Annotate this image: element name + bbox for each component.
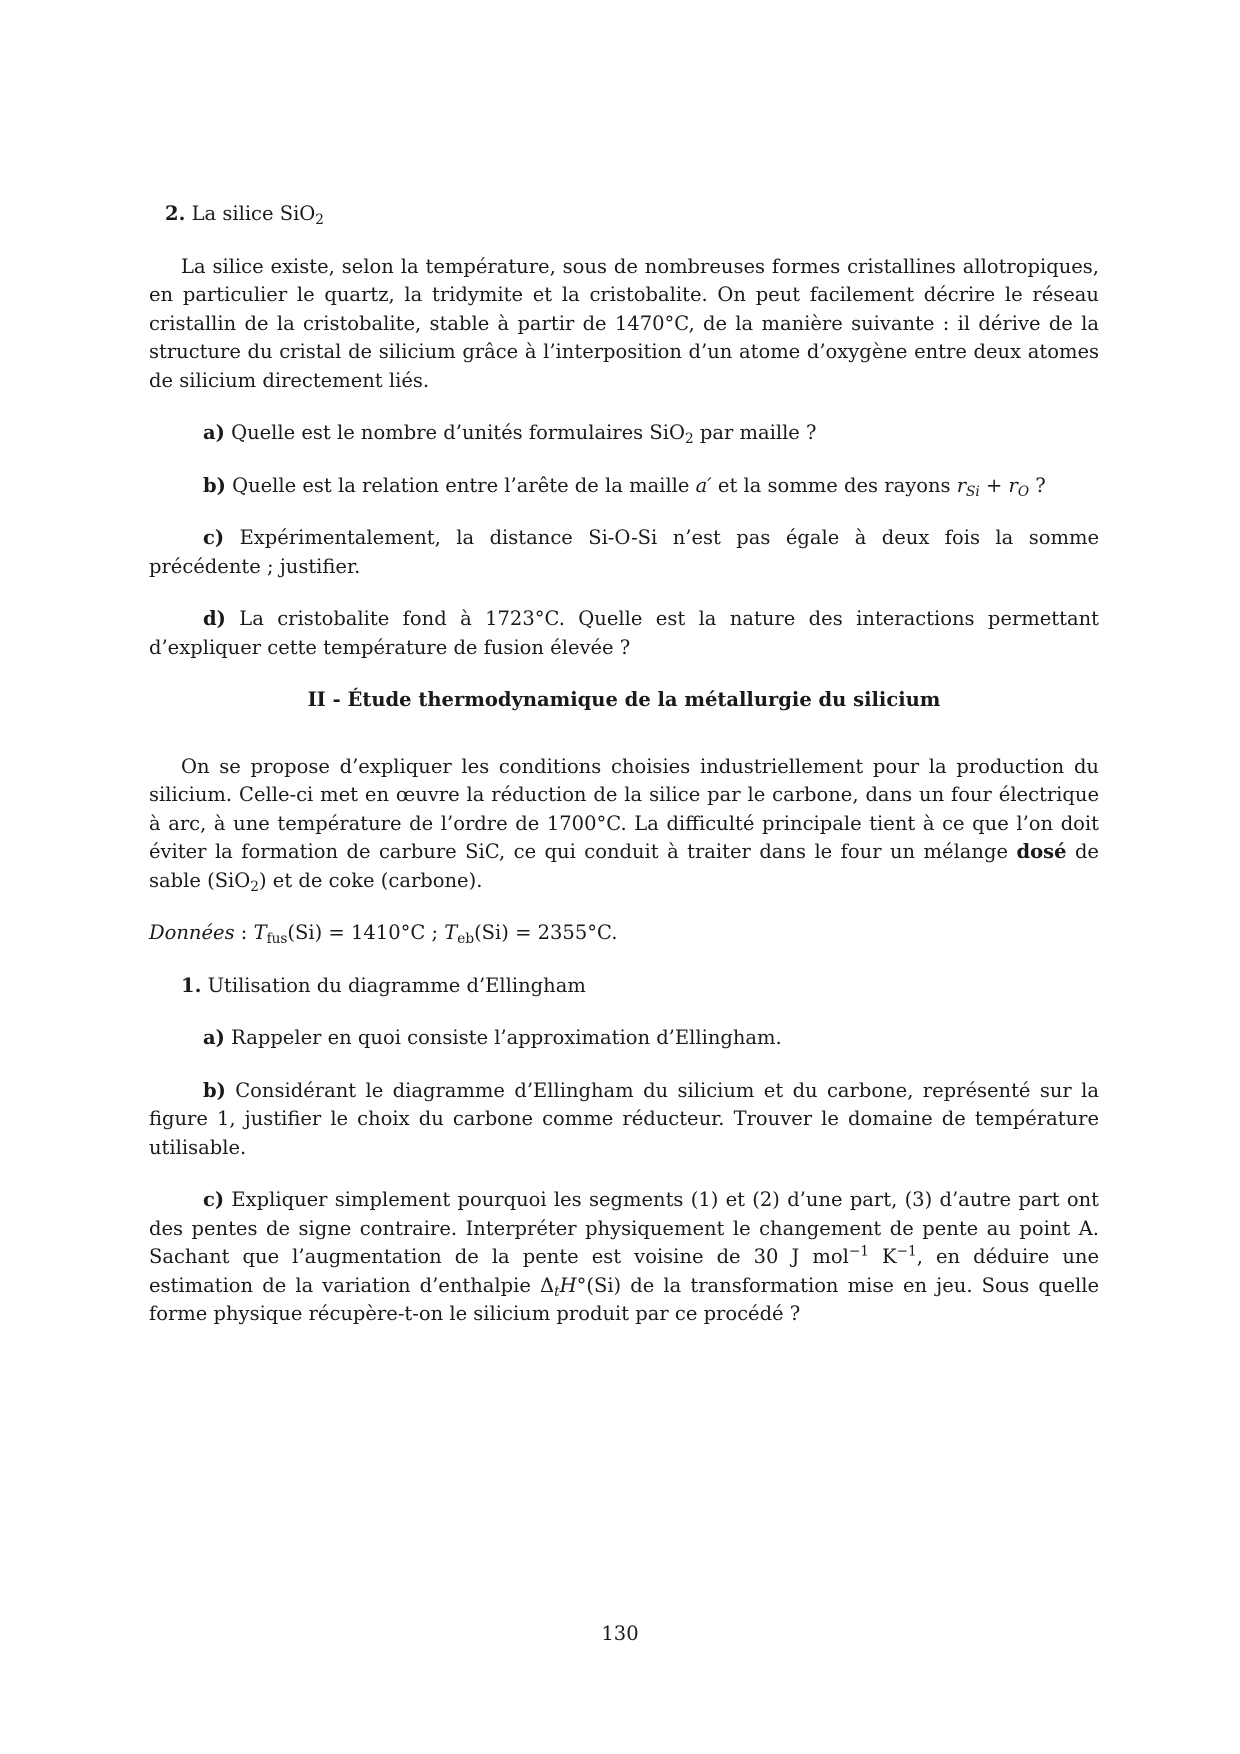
question-text-end: ?	[1029, 473, 1046, 497]
part-ii-title: II - Étude thermodynamique de la métallurgie du silicium	[307, 688, 941, 711]
intro-text-end: ) et de coke (carbone).	[258, 868, 483, 892]
question-text: Rappeler en quoi consiste l’approximation d’Ellingham.	[231, 1026, 782, 1049]
question-text-mid: , en déduire une estimation de la variation d’enthalpie Δ	[149, 1245, 1099, 1297]
math-h: H	[559, 1273, 577, 1297]
intro-text: On se propose d’expliquer les conditions choisies industriellement pour la production du silicium. Celle-ci met en œuvre la réduction de la silice par le carbone, dans un four électrique à arc, à une température de l’ordre de 1700°C. La difficulté principale tient à ce que l’on doit éviter la formation de carbure SiC, ce qui conduit à traiter dans le four un mélange	[149, 754, 1099, 863]
question-a	[149, 1024, 1099, 1053]
math-t: T	[253, 921, 267, 944]
question-text: La cristobalite fond à 1723°C. Quelle est la nature des interactions permettant d’expliquer cette température de fusion élevée ?	[149, 607, 1099, 659]
subscript: eb	[457, 931, 475, 948]
part-ii-intro-paragraph	[149, 753, 1099, 896]
superscript: −1	[896, 1243, 917, 1260]
subscript: 2	[684, 431, 694, 448]
question-text: Expérimentalement, la distance Si-O-Si n’est pas égale à deux fois la somme précédente ; justifier.	[149, 526, 1100, 578]
question-label: c)	[203, 1188, 225, 1211]
unit-k: K	[868, 1245, 897, 1268]
question-label: a)	[203, 1026, 225, 1049]
question-text: Quelle est le nombre d’unités formulaires SiO	[231, 421, 685, 444]
question-label: c)	[203, 526, 225, 549]
question-text-end: °(Si) de la transformation mise en jeu. Sous quelle forme physique récupère-t-on le silicium produit par ce procédé ?	[149, 1273, 1099, 1325]
subscript: 2	[250, 878, 259, 895]
question-label: b)	[203, 1078, 226, 1102]
question-text: Quelle est la relation entre l’arête de la maille	[232, 473, 696, 497]
superscript: −1	[848, 1243, 869, 1260]
question-text: Expliquer simplement pourquoi les segments (1) et (2) d’une part, (3) d’autre part ont des pentes de signe contraire. Interpréter physiquement le changement de pente au point A. Sachant que l’augmentation de la pente est voisine de 30 J mol	[149, 1188, 1100, 1268]
math-plus: +	[979, 473, 1009, 497]
subsection-title: Utilisation du diagramme d’Ellingham	[207, 973, 586, 997]
subscript: fus	[266, 931, 288, 948]
subscript: Si	[966, 483, 980, 500]
donnees-sep: :	[234, 921, 254, 944]
question-a	[149, 419, 1099, 448]
section-title: La silice SiO	[191, 202, 316, 225]
page-content	[149, 200, 1099, 1329]
boiling-temperature: (Si) = 2355°C.	[474, 921, 618, 944]
fusion-temperature: (Si) = 1410°C ;	[287, 921, 445, 944]
question-c	[149, 524, 1099, 581]
math-a-prime: a′	[695, 473, 712, 497]
question-c	[149, 1186, 1099, 1329]
subsection-1-heading	[181, 972, 1099, 1001]
subsection-number: 1.	[181, 973, 202, 997]
question-label: d)	[203, 607, 226, 630]
question-b	[149, 472, 1099, 501]
question-text: Considérant le diagramme d’Ellingham du silicium et du carbone, représenté sur la figure 1, justifier le choix du carbone comme réducteur. Trouver le domaine de température utilisable.	[149, 1078, 1099, 1159]
section-number: 2.	[165, 202, 186, 225]
question-text-mid: et la somme des rayons	[711, 473, 957, 497]
math-t: T	[444, 921, 458, 944]
data-line	[149, 919, 1099, 948]
page-number: 130	[601, 1622, 639, 1645]
subscript: t	[554, 1283, 560, 1300]
intro-text-mid: de sable (SiO	[149, 840, 1099, 892]
question-d	[149, 605, 1099, 662]
question-label: b)	[203, 473, 226, 497]
bold-word: dosé	[1016, 840, 1067, 863]
silica-intro-paragraph: La silice existe, selon la température, sous de nombreuses formes cristallines allotropiques, en particulier le quartz, la tridymite et la cristobalite. On peut facilement décrire le réseau cristallin de la cristobalite, stable à partir de 1470°C, de la manière suivante : il dérive de la structure du cristal de silicium grâce à l’interposition d’un atome d’oxygène entre deux atomes de silicium directement liés.	[149, 254, 1099, 392]
subscript: 2	[315, 212, 324, 229]
subscript: O	[1017, 483, 1030, 500]
math-r: r	[956, 473, 967, 497]
donnees-label: Données	[149, 921, 235, 944]
question-text-end: par maille ?	[693, 421, 817, 444]
section-2-heading	[165, 200, 1099, 229]
question-b	[149, 1077, 1099, 1163]
question-label: a)	[203, 421, 225, 444]
math-r: r	[1008, 473, 1018, 497]
